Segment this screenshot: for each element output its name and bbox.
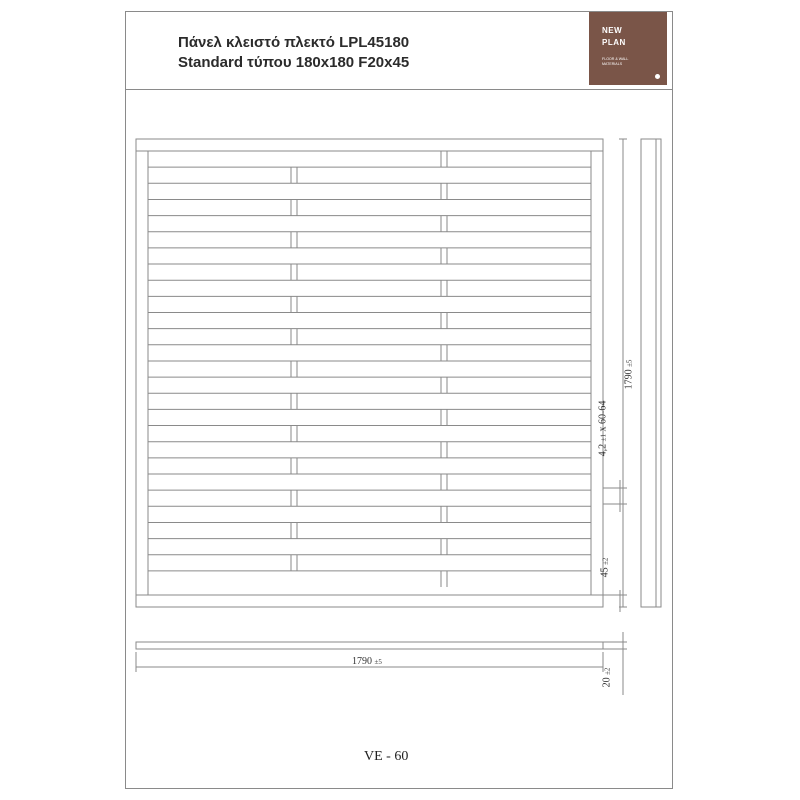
frame-tolerance: ±2 — [601, 557, 610, 565]
bottom-profile — [136, 642, 603, 649]
side-profile — [641, 139, 661, 607]
logo-tagline: FLOOR & WALL MATERIALS — [602, 57, 629, 66]
slat-value: 4,2 — [597, 443, 609, 457]
logo-text-line1: NEW — [602, 26, 623, 35]
slat-suffix: x 60-64 — [597, 400, 609, 432]
width-tolerance: ±5 — [374, 658, 382, 666]
thickness-value: 20 — [601, 677, 613, 688]
height-value: 1790 — [623, 369, 635, 390]
logo-text-line2: PLAN — [602, 38, 626, 47]
width-dimension-label — [352, 656, 382, 667]
width-value: 1790 — [352, 656, 372, 667]
title-line-2: Standard τύπου 180x180 F20x45 — [178, 54, 410, 71]
frame-value: 45 — [599, 567, 611, 578]
slat-tolerance: ±1 — [599, 434, 608, 442]
panel-outer-frame — [136, 139, 603, 607]
title-line-1: Πάνελ κλειστό πλεκτό LPL45180 — [178, 34, 410, 51]
height-tolerance: ±5 — [625, 359, 634, 367]
drawing-code: VE - 60 — [364, 749, 409, 764]
height-dimension-label — [623, 360, 634, 390]
frame-dimension-label — [599, 558, 610, 578]
thickness-dimension-label — [601, 668, 612, 688]
thickness-tolerance: ±2 — [603, 667, 612, 675]
slat-dimension-label — [597, 401, 608, 457]
